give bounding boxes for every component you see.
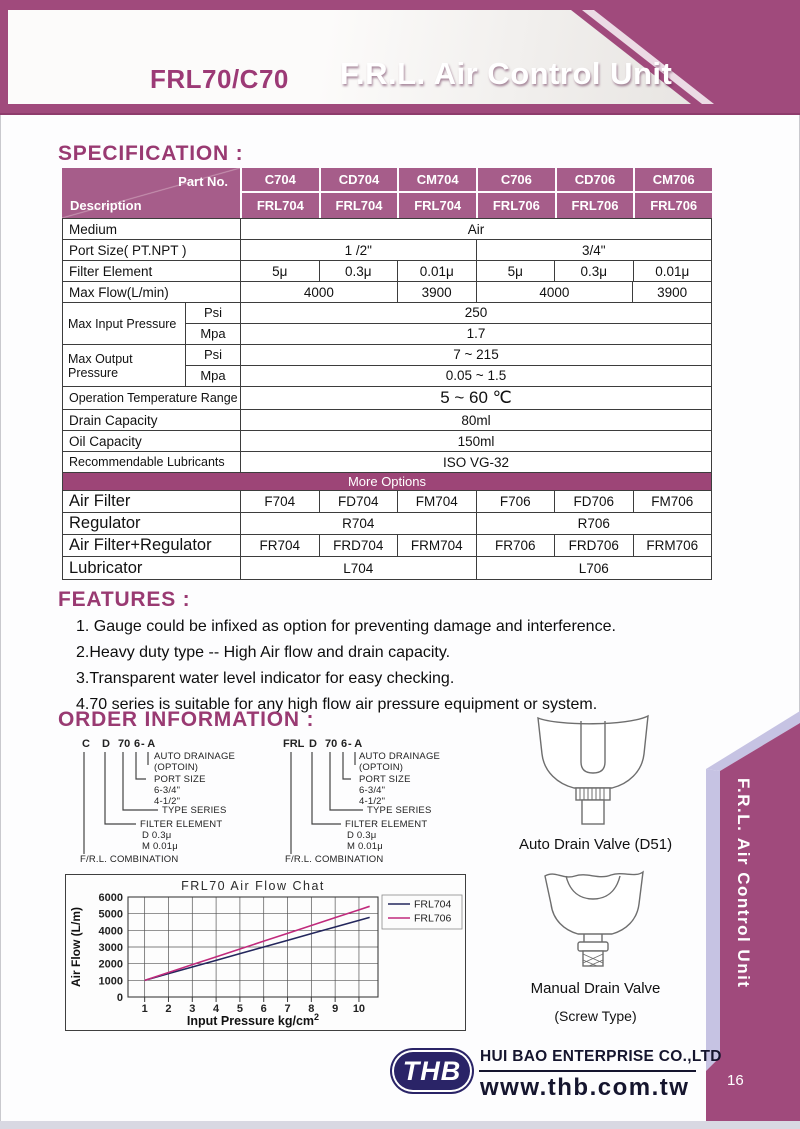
spec-row bbox=[63, 431, 711, 452]
feature-item: 3.Transparent water level indicator for easy checking. bbox=[76, 670, 455, 687]
spec-part-number: CM704 bbox=[399, 168, 476, 191]
spec-cell: FRM706 bbox=[646, 538, 699, 553]
spec-cell: 3900 bbox=[398, 282, 477, 302]
order-information-heading: ORDER INFORMATION : bbox=[58, 708, 315, 731]
thb-logo: THB bbox=[392, 1050, 472, 1092]
spec-cell: 1 /2" bbox=[241, 240, 477, 260]
series-line-FRL704 bbox=[145, 917, 370, 980]
x-tick-label: 4 bbox=[213, 1003, 220, 1015]
spec-part-number: C706 bbox=[478, 168, 555, 191]
spec-cell: 0.01μ bbox=[398, 261, 477, 281]
order-code-char: - A bbox=[348, 738, 363, 750]
features-list bbox=[76, 614, 706, 718]
feature-item: 2.Heavy duty type -- High Air flow and drain capacity. bbox=[76, 644, 451, 661]
spec-row-values bbox=[241, 491, 711, 512]
spec-part-column bbox=[399, 168, 476, 218]
manual-drain-valve-illustration bbox=[537, 866, 650, 974]
order-code-char: 6 bbox=[341, 738, 348, 750]
feature-item: 1. Gauge could be infixed as option for preventing damage and interference. bbox=[76, 618, 616, 635]
order-code-char: 6 bbox=[134, 738, 141, 750]
spec-model-number: FRL704 bbox=[399, 193, 476, 218]
spec-pressure-subrows bbox=[186, 345, 711, 386]
spec-corner-partno: Part No. bbox=[178, 174, 228, 189]
specification-heading: SPECIFICATION : bbox=[58, 142, 244, 165]
company-name: HUI BAO ENTERPRISE CO.,LTD bbox=[480, 1048, 722, 1065]
x-tick-label: 8 bbox=[308, 1003, 315, 1015]
spec-subrow bbox=[186, 324, 711, 344]
order-code-diagram-frl bbox=[283, 738, 488, 870]
spec-unit-cell: Psi bbox=[186, 345, 241, 365]
spec-row-label: Drain Capacity bbox=[63, 410, 241, 430]
label-port-size-4: 4-1/2" bbox=[154, 796, 181, 807]
footer-divider bbox=[479, 1070, 696, 1072]
side-tab-label: F.R.L. Air Control Unit bbox=[734, 778, 753, 989]
x-tick-label: 2 bbox=[165, 1003, 172, 1015]
bottom-edge-strip bbox=[0, 1121, 800, 1129]
spec-subrow bbox=[186, 366, 711, 386]
spec-cell: 150ml bbox=[457, 433, 495, 449]
page-title: F.R.L. Air Control Unit bbox=[340, 56, 673, 91]
spec-row bbox=[63, 387, 711, 410]
spec-row-values bbox=[241, 431, 711, 451]
spec-cell: F706 bbox=[477, 491, 556, 512]
x-tick-label: 7 bbox=[284, 1003, 291, 1015]
more-options-bar: More Options bbox=[63, 473, 711, 491]
spec-cell: FRD704 bbox=[320, 535, 399, 556]
spec-unit-cell: Mpa bbox=[186, 324, 241, 344]
x-axis-label: Input Pressure $kg/cm^2$ bbox=[186, 1012, 320, 1028]
spec-row-label: Lubricator bbox=[63, 557, 241, 579]
y-tick-label: 0 bbox=[116, 992, 123, 1004]
x-tick-label: 9 bbox=[332, 1003, 339, 1015]
spec-corner-description: Description bbox=[70, 198, 142, 213]
spec-row-values bbox=[241, 261, 711, 281]
label-port-size-6: 6-3/4" bbox=[154, 785, 181, 796]
x-tick-label: 3 bbox=[189, 1003, 196, 1015]
spec-cell: R706 bbox=[577, 516, 610, 531]
legend-entry-FRL704: FRL704 bbox=[414, 898, 452, 911]
spec-row-values bbox=[241, 557, 711, 579]
label-filter-element: FILTER ELEMENT bbox=[140, 819, 223, 830]
spec-row-values bbox=[241, 535, 711, 556]
spec-cell: 0.3μ bbox=[555, 261, 634, 281]
spec-cell: 3/4" bbox=[581, 242, 606, 258]
feature-item: 4.70 series is suitable for any high flow air pressure equipment or system. bbox=[76, 696, 598, 713]
specification-table bbox=[62, 168, 712, 580]
order-code-char: 70 bbox=[118, 738, 131, 750]
features-heading: FEATURES : bbox=[58, 588, 191, 611]
spec-cell: 5μ bbox=[241, 261, 320, 281]
spec-row-label: Recommendable Lubricants bbox=[63, 452, 241, 472]
spec-row-values bbox=[241, 282, 711, 302]
y-tick-label: 5000 bbox=[98, 908, 123, 921]
spec-row-label: Medium bbox=[63, 219, 241, 239]
spec-model-number: FRL706 bbox=[635, 193, 712, 218]
page-number: 16 bbox=[727, 1072, 744, 1089]
manual-drain-valve-subcaption: (Screw Type) bbox=[554, 1008, 637, 1024]
series-line-FRL706 bbox=[145, 906, 370, 980]
label-port-size: PORT SIZE bbox=[154, 774, 206, 785]
spec-unit-cell: Mpa bbox=[186, 366, 241, 386]
spec-row bbox=[63, 219, 711, 240]
label-type-series: TYPE SERIES bbox=[367, 805, 432, 816]
spec-cell: FR706 bbox=[477, 535, 556, 556]
label-filter-d: D 0.3μ bbox=[142, 830, 172, 841]
spec-row-label: Max Output Pressure bbox=[63, 345, 186, 386]
spec-part-number: C704 bbox=[242, 168, 319, 191]
label-filter-m: M 0.01μ bbox=[347, 841, 383, 852]
spec-cell: FRD706 bbox=[555, 535, 634, 556]
label-auto-drainage: AUTO DRAINAGE bbox=[359, 751, 441, 762]
spec-part-number: CD704 bbox=[321, 168, 398, 191]
spec-row-values bbox=[241, 219, 711, 239]
spec-row-label: Oil Capacity bbox=[63, 431, 241, 451]
spec-cell: F704 bbox=[241, 491, 320, 512]
spec-row-label: Air Filter+Regulator bbox=[63, 535, 241, 556]
spec-row-label: Air Filter bbox=[63, 491, 241, 512]
spec-unit-cell: Psi bbox=[186, 303, 241, 323]
spec-cell: FD704 bbox=[320, 491, 399, 512]
spec-row bbox=[63, 410, 711, 431]
spec-cell: 3900 bbox=[657, 284, 688, 300]
spec-subrow bbox=[186, 345, 711, 366]
spec-cell: L706 bbox=[578, 560, 609, 576]
spec-cell: 5 ~ 60 ℃ bbox=[440, 388, 512, 407]
order-code-char: C bbox=[82, 738, 90, 750]
spec-part-number: CD706 bbox=[557, 168, 634, 191]
spec-cell: FM704 bbox=[398, 491, 477, 512]
page-header bbox=[0, 0, 800, 115]
spec-subrow bbox=[186, 303, 711, 324]
spec-part-column bbox=[478, 168, 555, 218]
spec-cell: L704 bbox=[241, 557, 477, 579]
label-type-series: TYPE SERIES bbox=[162, 805, 227, 816]
order-code-char: FRL bbox=[283, 738, 305, 750]
spec-part-column bbox=[557, 168, 634, 218]
series-label: FRL70/C70 bbox=[150, 64, 289, 94]
spec-cell: 250 bbox=[464, 305, 488, 321]
spec-part-column bbox=[242, 168, 319, 218]
order-code-char: 70 bbox=[325, 738, 338, 750]
spec-cell: FR704 bbox=[241, 535, 320, 556]
order-code-char: D bbox=[309, 738, 317, 750]
spec-cell: 0.01μ bbox=[655, 263, 690, 279]
spec-row bbox=[63, 452, 711, 473]
spec-row bbox=[63, 557, 711, 579]
spec-cell: FD706 bbox=[555, 491, 634, 512]
spec-row bbox=[63, 513, 711, 535]
spec-part-column bbox=[635, 168, 712, 218]
order-code-char: D bbox=[102, 738, 110, 750]
x-tick-label: 10 bbox=[352, 1003, 366, 1015]
spec-pressure-subrows bbox=[186, 303, 711, 344]
spec-cell: R704 bbox=[241, 513, 477, 534]
spec-table-body bbox=[62, 218, 712, 580]
spec-row-values bbox=[241, 513, 711, 534]
spec-model-number: FRL706 bbox=[478, 193, 555, 218]
spec-row bbox=[63, 535, 711, 557]
label-auto-drainage-option: (OPTOIN) bbox=[359, 762, 404, 773]
spec-part-column bbox=[321, 168, 398, 218]
spec-row-values bbox=[241, 240, 711, 260]
spec-cell: Air bbox=[467, 221, 485, 237]
spec-row-label: Max Input Pressure bbox=[63, 303, 186, 344]
spec-cell: 80ml bbox=[461, 412, 491, 428]
spec-model-number: FRL706 bbox=[557, 193, 634, 218]
air-flow-chart-svg bbox=[66, 875, 465, 1030]
spec-row-label: Operation Temperature Range bbox=[63, 387, 241, 409]
spec-row bbox=[63, 491, 711, 513]
spec-row-label: Filter Element bbox=[63, 261, 241, 281]
spec-cell: 5μ bbox=[477, 261, 556, 281]
x-tick-label: 6 bbox=[260, 1003, 267, 1015]
spec-model-number: FRL704 bbox=[321, 193, 398, 218]
label-port-size-6: 6-3/4" bbox=[359, 785, 386, 796]
manual-drain-valve-caption: Manual Drain Valve bbox=[530, 980, 661, 997]
website-url: www.thb.com.tw bbox=[480, 1074, 690, 1101]
chart-title: FRL70 Air Flow Chat bbox=[181, 879, 325, 893]
spec-row bbox=[63, 240, 711, 261]
spec-cell: 7 ~ 215 bbox=[453, 347, 499, 363]
y-tick-label: 1000 bbox=[98, 975, 123, 988]
y-tick-label: 4000 bbox=[98, 925, 123, 938]
spec-cell: 0.05 ~ 1.5 bbox=[445, 368, 507, 384]
spec-cell: 4000 bbox=[241, 282, 398, 302]
spec-cell: FRM704 bbox=[398, 535, 477, 556]
x-tick-label: 1 bbox=[141, 1003, 148, 1015]
label-port-size: PORT SIZE bbox=[359, 774, 411, 785]
order-code-diagram-c bbox=[78, 738, 283, 870]
label-filter-m: M 0.01μ bbox=[142, 841, 178, 852]
y-tick-label: 3000 bbox=[98, 942, 123, 954]
spec-row-label: Max Flow(L/min) bbox=[63, 282, 241, 302]
air-flow-chart bbox=[65, 874, 466, 1031]
label-port-size-4: 4-1/2" bbox=[359, 796, 386, 807]
spec-row bbox=[63, 282, 711, 303]
legend-entry-FRL706: FRL706 bbox=[414, 912, 452, 925]
spec-row-values bbox=[241, 410, 711, 430]
label-filter-d: D 0.3μ bbox=[347, 830, 377, 841]
spec-row-values bbox=[241, 387, 711, 409]
spec-row bbox=[63, 261, 711, 282]
spec-cell: 0.3μ bbox=[320, 261, 399, 281]
spec-cell: 4000 bbox=[477, 282, 634, 302]
spec-row-label: Regulator bbox=[63, 513, 241, 534]
label-auto-drainage-option: (OPTOIN) bbox=[154, 762, 199, 773]
label-filter-element: FILTER ELEMENT bbox=[345, 819, 428, 830]
spec-pressure-group bbox=[63, 345, 711, 387]
spec-row-label: Port Size( PT.NPT ) bbox=[63, 240, 241, 260]
label-combination: F/R.L. COMBINATION bbox=[285, 854, 384, 865]
y-tick-label: 6000 bbox=[98, 892, 123, 904]
order-code-char: - A bbox=[141, 738, 156, 750]
y-tick-label: 2000 bbox=[98, 958, 123, 971]
y-axis-label: Air Flow (L/m) bbox=[69, 907, 83, 987]
spec-cell: 1.7 bbox=[466, 326, 486, 342]
spec-corner-cell bbox=[62, 168, 240, 218]
label-auto-drainage: AUTO DRAINAGE bbox=[154, 751, 236, 762]
spec-model-number: FRL704 bbox=[242, 193, 319, 218]
spec-part-number: CM706 bbox=[635, 168, 712, 191]
auto-drain-valve-illustration bbox=[528, 712, 658, 830]
x-tick-label: 5 bbox=[236, 1003, 243, 1015]
spec-row-values bbox=[241, 452, 711, 472]
spec-cell: FM706 bbox=[651, 494, 694, 509]
auto-drain-valve-caption: Auto Drain Valve (D51) bbox=[518, 836, 673, 853]
label-combination: F/R.L. COMBINATION bbox=[80, 854, 179, 865]
spec-pressure-group bbox=[63, 303, 711, 345]
spec-cell: ISO VG-32 bbox=[442, 454, 510, 470]
spec-table-header bbox=[62, 168, 712, 218]
